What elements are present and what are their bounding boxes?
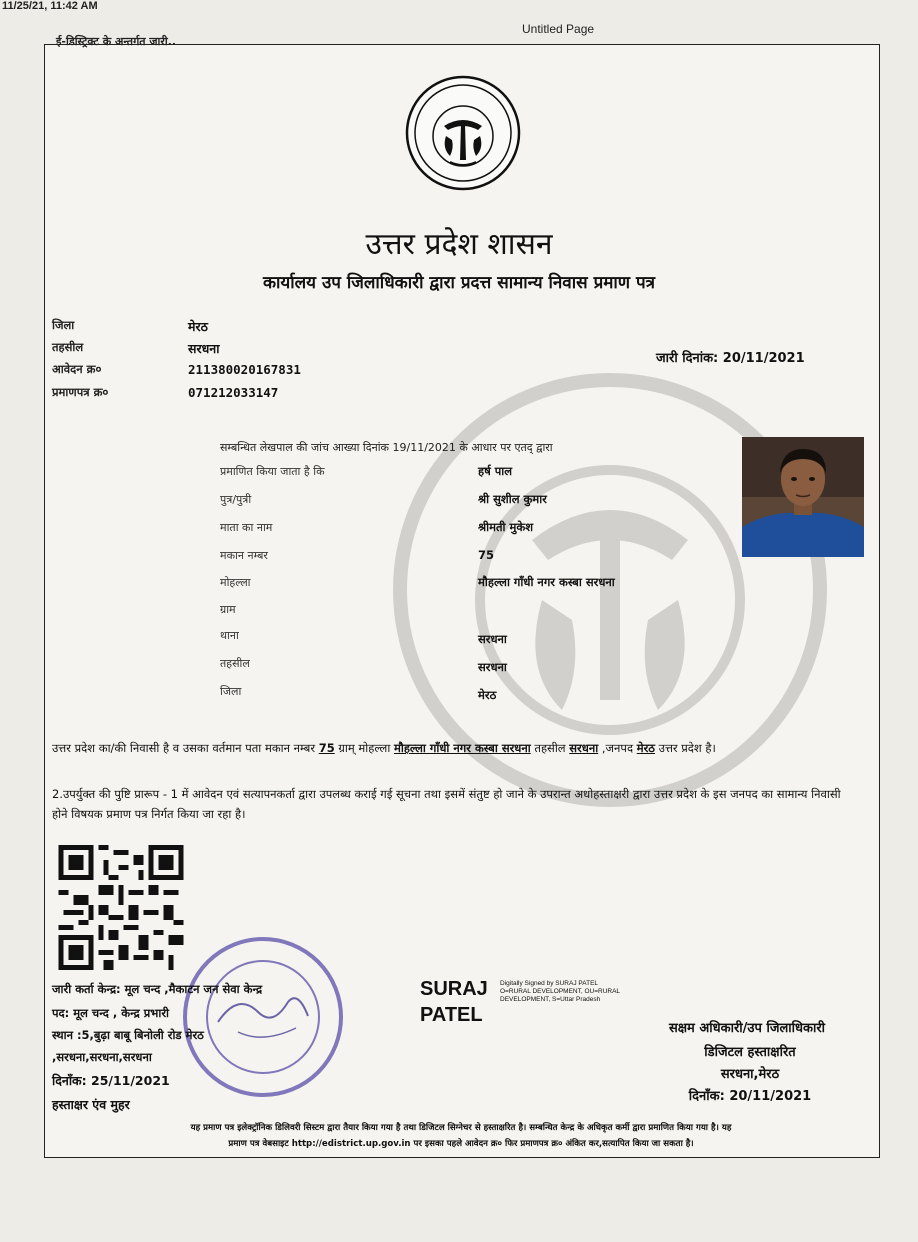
- detail-label: माता का नाम: [220, 521, 273, 534]
- header-note: ई-डिस्ट्रिक्ट के अन्तर्गत जारी..: [56, 35, 177, 48]
- meta-value-certificate-no: 071212033147: [188, 385, 279, 400]
- detail-label: मोहल्ला: [220, 576, 251, 589]
- detail-label: ग्राम: [220, 603, 236, 616]
- footer-note-line2: प्रमाण पत्र वेबसाइट http://edistrict.up.gov.in पर इसका पहले आवेदन क्र० फिर प्रमाणपत्र क्र० अंकित कर,सत्यापित किया जा सकता है।: [228, 1139, 694, 1149]
- meta-value-application-no: 211380020167831: [188, 362, 301, 377]
- print-timestamp: 11/25/21, 11:42 AM: [2, 0, 98, 12]
- para-mohalla: मौहल्ला गाँधी नगर कस्बा सरधना: [393, 741, 531, 755]
- detail-label: पुत्र/पुत्री: [220, 493, 252, 506]
- up-govt-emblem: [404, 74, 522, 192]
- detail-label: प्रमाणित किया जाता है कि: [220, 465, 325, 478]
- officer-digitally-signed: डिजिटल हस्ताक्षरित: [704, 1045, 796, 1060]
- meta-label-certificate-no: प्रमाणपत्र क्र०: [52, 385, 109, 399]
- detail-value-mohalla: मौहल्ला गाँधी नगर कस्बा सरधना: [478, 575, 615, 589]
- officer-place: सरधना,मेरठ: [720, 1067, 780, 1082]
- digital-signature-details: Digitally Signed by SURAJ PATEL O=RURAL DEVELOPMENT, OU=RURAL DEVELOPMENT, S=Uttar Pradesh: [500, 980, 620, 1003]
- issuer-place-2: ,सरधना,सरधना,सरधना: [52, 1050, 152, 1064]
- issue-date: जारी दिनांक: 20/11/2021: [656, 351, 805, 366]
- detail-label: जिला: [220, 685, 242, 698]
- detail-value-house-no: 75: [478, 548, 495, 562]
- digital-signer-name-line2: PATEL: [420, 1004, 483, 1026]
- meta-value-tehsil: सरधना: [188, 341, 220, 356]
- detail-value-police-station: सरधना: [478, 632, 507, 646]
- issuing-center-seal: [178, 932, 348, 1102]
- residence-statement: [52, 738, 842, 758]
- officer-date: दिनाँक: 20/11/2021: [688, 1089, 812, 1104]
- verification-intro: सम्बन्धित लेखपाल की जांच आख्या दिनांक 19/11/2021 के आधार पर एतद् द्वारा: [220, 441, 553, 454]
- detail-value-mother: श्रीमती मुकेश: [478, 520, 534, 534]
- detail-value-tehsil: सरधना: [478, 660, 507, 674]
- certificate-title: उत्तर प्रदेश शासन: [365, 227, 553, 262]
- issuer-center: जारी कर्ता केन्द्र: मूल चन्द ,मैकाटन जन सेवा केन्द्र: [52, 982, 263, 996]
- para-text: ,जनपद: [598, 741, 637, 755]
- detail-value-name: हर्ष पाल: [478, 464, 513, 478]
- para-district: मेरठ: [636, 741, 655, 755]
- detail-label: मकान नम्बर: [220, 549, 268, 562]
- para-text: ग्राम् मोहल्ला: [334, 741, 394, 755]
- signature-seal-label: हस्ताक्षर एंव मुहर: [52, 1097, 130, 1112]
- detail-value-district: मेरठ: [478, 688, 497, 702]
- meta-label-tehsil: तहसील: [52, 340, 84, 354]
- detail-value-father: श्री सुशील कुमार: [478, 492, 547, 506]
- issuer-place: स्थान :5,बुढ़ा बाबू बिनोली रोड मेरठ: [52, 1028, 204, 1042]
- detail-label: तहसील: [220, 657, 250, 670]
- qr-code: [56, 845, 186, 970]
- para-text: उत्तर प्रदेश है।: [654, 741, 716, 755]
- meta-label-district: जिला: [52, 318, 75, 332]
- officer-title: सक्षम अधिकारी/उप जिलाधिकारी: [668, 1021, 826, 1036]
- issuer-post: पद: मूल चन्द , केन्द्र प्रभारी: [52, 1006, 170, 1020]
- issuer-date: दिनाँक: 25/11/2021: [52, 1073, 170, 1088]
- para-text: उत्तर प्रदेश का/की निवासी है व उसका वर्तमान पता मकान नम्बर: [52, 741, 319, 755]
- meta-value-district: मेरठ: [188, 319, 208, 334]
- detail-label: थाना: [220, 629, 239, 642]
- para-tehsil: सरधना: [569, 741, 599, 755]
- applicant-photo: [742, 437, 864, 557]
- certificate-subtitle: कार्यालय उप जिलाधिकारी द्वारा प्रदत्त सामान्य निवास प्रमाण पत्र: [262, 273, 656, 293]
- footer-note-line1: यह प्रमाण पत्र इलेक्ट्रॉनिक डिलिवरी सिस्टम द्वारा तैयार किया गया है तथा डिजिटल सिग्नेचर से हस्ताक्षरित है। सम्बन्धित केन्द्र के अधिकृत कर्मी द्वारा प्रमाणित किया गया है। यह: [190, 1123, 732, 1133]
- para-text: तहसील: [530, 741, 570, 755]
- digital-signer-name-line1: SURAJ: [420, 978, 488, 1000]
- print-page-title: Untitled Page: [522, 22, 595, 36]
- verification-statement: 2.उपर्युक्त की पुष्टि प्रारूप - 1 में आवेदन एवं सत्यापनकर्ता द्वारा उपलब्ध कराई गई सूचना तथा इसमें संतुष्ट हो जाने के उपरान्त अधोहस्ताक्षरी द्वारा उत्तर प्रदेश के इस जनपद का सामान्य निवासी होने विषयक प्रमाण पत्र निर्गत किया जा रहा है।: [52, 787, 841, 821]
- para-house-no: 75: [318, 741, 335, 755]
- meta-label-application-no: आवेदन क्र०: [52, 362, 102, 376]
